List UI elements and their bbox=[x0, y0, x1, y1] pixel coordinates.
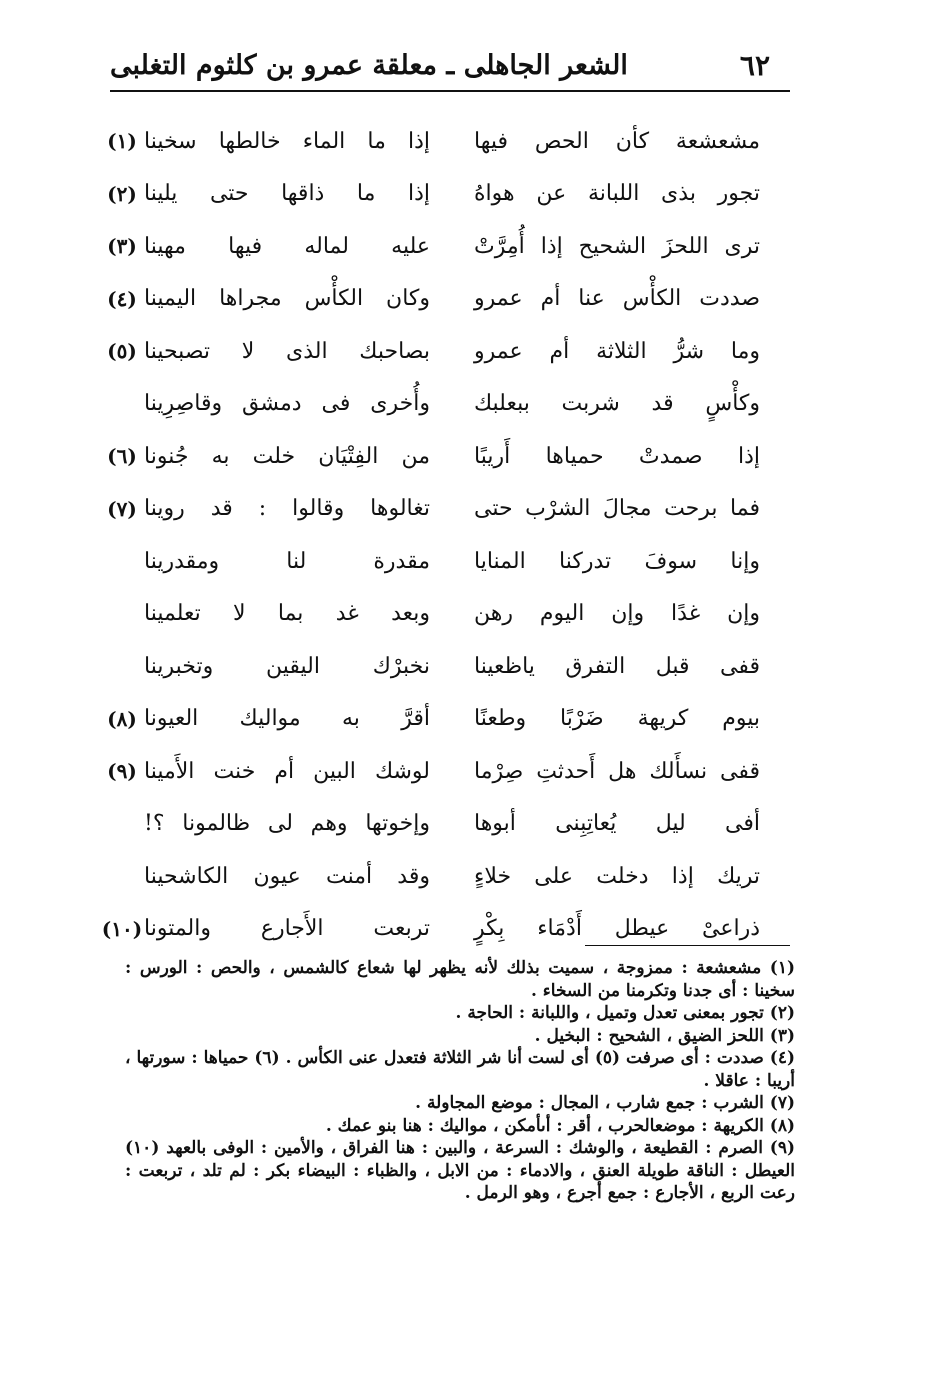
poem bbox=[100, 115, 760, 955]
verse-first-hemistich: بيوم كريهة ضَرْبًا وطعنًا bbox=[474, 706, 760, 732]
verse-second-hemistich: من الفِتْيَان خلت به جُنونا bbox=[144, 443, 430, 469]
verse-line bbox=[100, 588, 760, 641]
verse-first-hemistich: وإنا سوفَ تدركنا المنايا bbox=[474, 548, 760, 574]
verse-line bbox=[100, 798, 760, 851]
verse-first-hemistich: مشعشعة كأن الحص فيها bbox=[474, 128, 760, 154]
verse-line bbox=[100, 273, 760, 326]
verse-first-hemistich: ترى اللحزَ الشحيح إذا أُمِرَّتْ bbox=[474, 233, 760, 259]
verse-first-hemistich: قفى نسأَلك هل أَحدثتِ صِرْما bbox=[474, 758, 760, 784]
verse-first-hemistich: وكأْسٍ قد شربت ببعلبك bbox=[474, 391, 760, 417]
verse-line bbox=[100, 693, 760, 746]
footnote-reference: (٢) bbox=[107, 181, 137, 206]
verse-second-hemistich: عليه لماله فيها مهينا bbox=[144, 233, 430, 259]
page-number: ٦٢ bbox=[739, 48, 770, 82]
verse-second-hemistich: وإخوتها وهم لى ظالمونا ؟! bbox=[144, 811, 430, 837]
footnote-reference: (٩) bbox=[107, 759, 137, 784]
footnote-item: (٢) تجور بمعنى تعدل وتميل ، واللبانة : الحاجة . bbox=[455, 1003, 795, 1023]
footnote-reference: (٧) bbox=[107, 496, 137, 521]
footnotes bbox=[125, 957, 795, 1205]
verse-line bbox=[100, 168, 760, 221]
verse-first-hemistich: فما برحت مجالَ الشرْب حتى bbox=[474, 496, 760, 522]
verse-second-hemistich: لوشك البين أم خنت الأَمينا bbox=[144, 758, 430, 784]
verse-second-hemistich: وقد أمنت عيون الكاشحينا bbox=[144, 863, 430, 889]
verse-line bbox=[100, 483, 760, 536]
verse-line bbox=[100, 850, 760, 903]
verse-line bbox=[100, 220, 760, 273]
verse-first-hemistich: ذراعىْ عيطل أَدْمَاء بِكْرٍ bbox=[474, 916, 760, 942]
verse-line bbox=[100, 378, 760, 431]
verse-line bbox=[100, 115, 760, 168]
verse-second-hemistich: بصاحبك الذى لا تصبحينا bbox=[144, 338, 430, 364]
verse-line bbox=[100, 903, 760, 956]
verse-second-hemistich: مقدرة لنا ومقدرينا bbox=[144, 548, 430, 574]
footnote-item: (٧) الشرب : جمع شارب ، المجال : موضع المجاولة . bbox=[415, 1093, 795, 1113]
verse-second-hemistich: أقرَّ به مواليك العيونا bbox=[144, 706, 430, 732]
footnote-item: (٩) الصرم : القطيعة ، والوشك : السرعة ، والبين : هنا الفراق ، والأمين : الوفى بالعهد (١٠) العيطل : الناقة طويلة العنق ، والادماء : من الابل ، والظباء : البيضاء بكر : لم تلد ، تربعت : رعت الربع ، الأجارع : جمع أجرع ، وهو الرمل . bbox=[125, 1138, 795, 1203]
verse-first-hemistich: تجور بذى اللبانة عن هواهُ bbox=[474, 181, 760, 207]
verse-second-hemistich: إذا ما الماء خالطها سخينا bbox=[144, 128, 430, 154]
verse-second-hemistich: نخبرْك اليقين وتخبرينا bbox=[144, 653, 430, 679]
verse-first-hemistich: صددت الكأْس عنا أم عمرو bbox=[474, 286, 760, 312]
footnote-divider bbox=[585, 945, 790, 946]
verse-first-hemistich: تريك إذا دخلت على خلاءٍ bbox=[474, 863, 760, 889]
footnote-reference: (١٠) bbox=[101, 916, 143, 941]
header-divider bbox=[110, 90, 790, 92]
verse-line bbox=[100, 535, 760, 588]
footnote-item: (٨) الكريهة : موضعالحرب ، أقر : أىأمكن ، مواليك : هنا بنو عمك . bbox=[325, 1115, 795, 1136]
verse-line bbox=[100, 640, 760, 693]
verse-second-hemistich: وبعد غد بما لا تعلمينا bbox=[144, 601, 430, 627]
verse-second-hemistich: وكان الكأْس مجراها اليمينا bbox=[144, 286, 430, 312]
verse-first-hemistich: وإن غدًا وإن اليوم رهن bbox=[474, 601, 760, 627]
footnote-reference: (٦) bbox=[107, 444, 137, 469]
footnote-item: (٤) صددت : أى صرفت (٥) أى لست أنا شر الثلاثة فتعدل عنى الكأس . (٦) حمياها : سورتها ، أريبا : عاقلا . bbox=[125, 1048, 795, 1091]
verse-second-hemistich: إذا ما ذاقها حتى يلينا bbox=[144, 181, 430, 207]
page-header bbox=[110, 40, 790, 90]
footnote-reference: (١) bbox=[107, 129, 137, 154]
running-title: الشعر الجاهلى ـ معلقة عمرو بن كلثوم التغلبى bbox=[110, 49, 628, 81]
footnote-item: (١) مشعشعة : ممزوجة ، سميت بذلك لأنه يظهر لها شعاع كالشمس ، والحص : الورس : سخينا : أى جدنا وتكرمنا من السخاء . bbox=[125, 958, 795, 1001]
verse-second-hemistich: تغالوها وقالوا : قد روينا bbox=[144, 496, 430, 522]
footnote-reference: (٥) bbox=[107, 339, 137, 364]
footnote-reference: (٤) bbox=[107, 286, 137, 311]
footnote-item: (٣) اللحز الضيق ، الشحيح : البخيل . bbox=[534, 1025, 795, 1046]
verse-line bbox=[100, 325, 760, 378]
verse-first-hemistich: وما شرُّ الثلاثة أم عمرو bbox=[474, 338, 760, 364]
verse-line bbox=[100, 745, 760, 798]
verse-first-hemistich: قفى قبل التفرق ياظعينا bbox=[474, 653, 760, 679]
footnote-reference: (٨) bbox=[107, 706, 137, 731]
verse-second-hemistich: وأُخرى فى دمشق وقاصِرِينا bbox=[144, 391, 430, 417]
verse-first-hemistich: أفى ليل يُعاتِبِنى أبوها bbox=[474, 811, 760, 837]
verse-line bbox=[100, 430, 760, 483]
footnote-reference: (٣) bbox=[107, 234, 137, 259]
verse-first-hemistich: إذا صمدتْ حمياها أَريبًا bbox=[474, 443, 760, 469]
verse-second-hemistich: تربعت الأَجارع والمتونا bbox=[144, 916, 430, 942]
